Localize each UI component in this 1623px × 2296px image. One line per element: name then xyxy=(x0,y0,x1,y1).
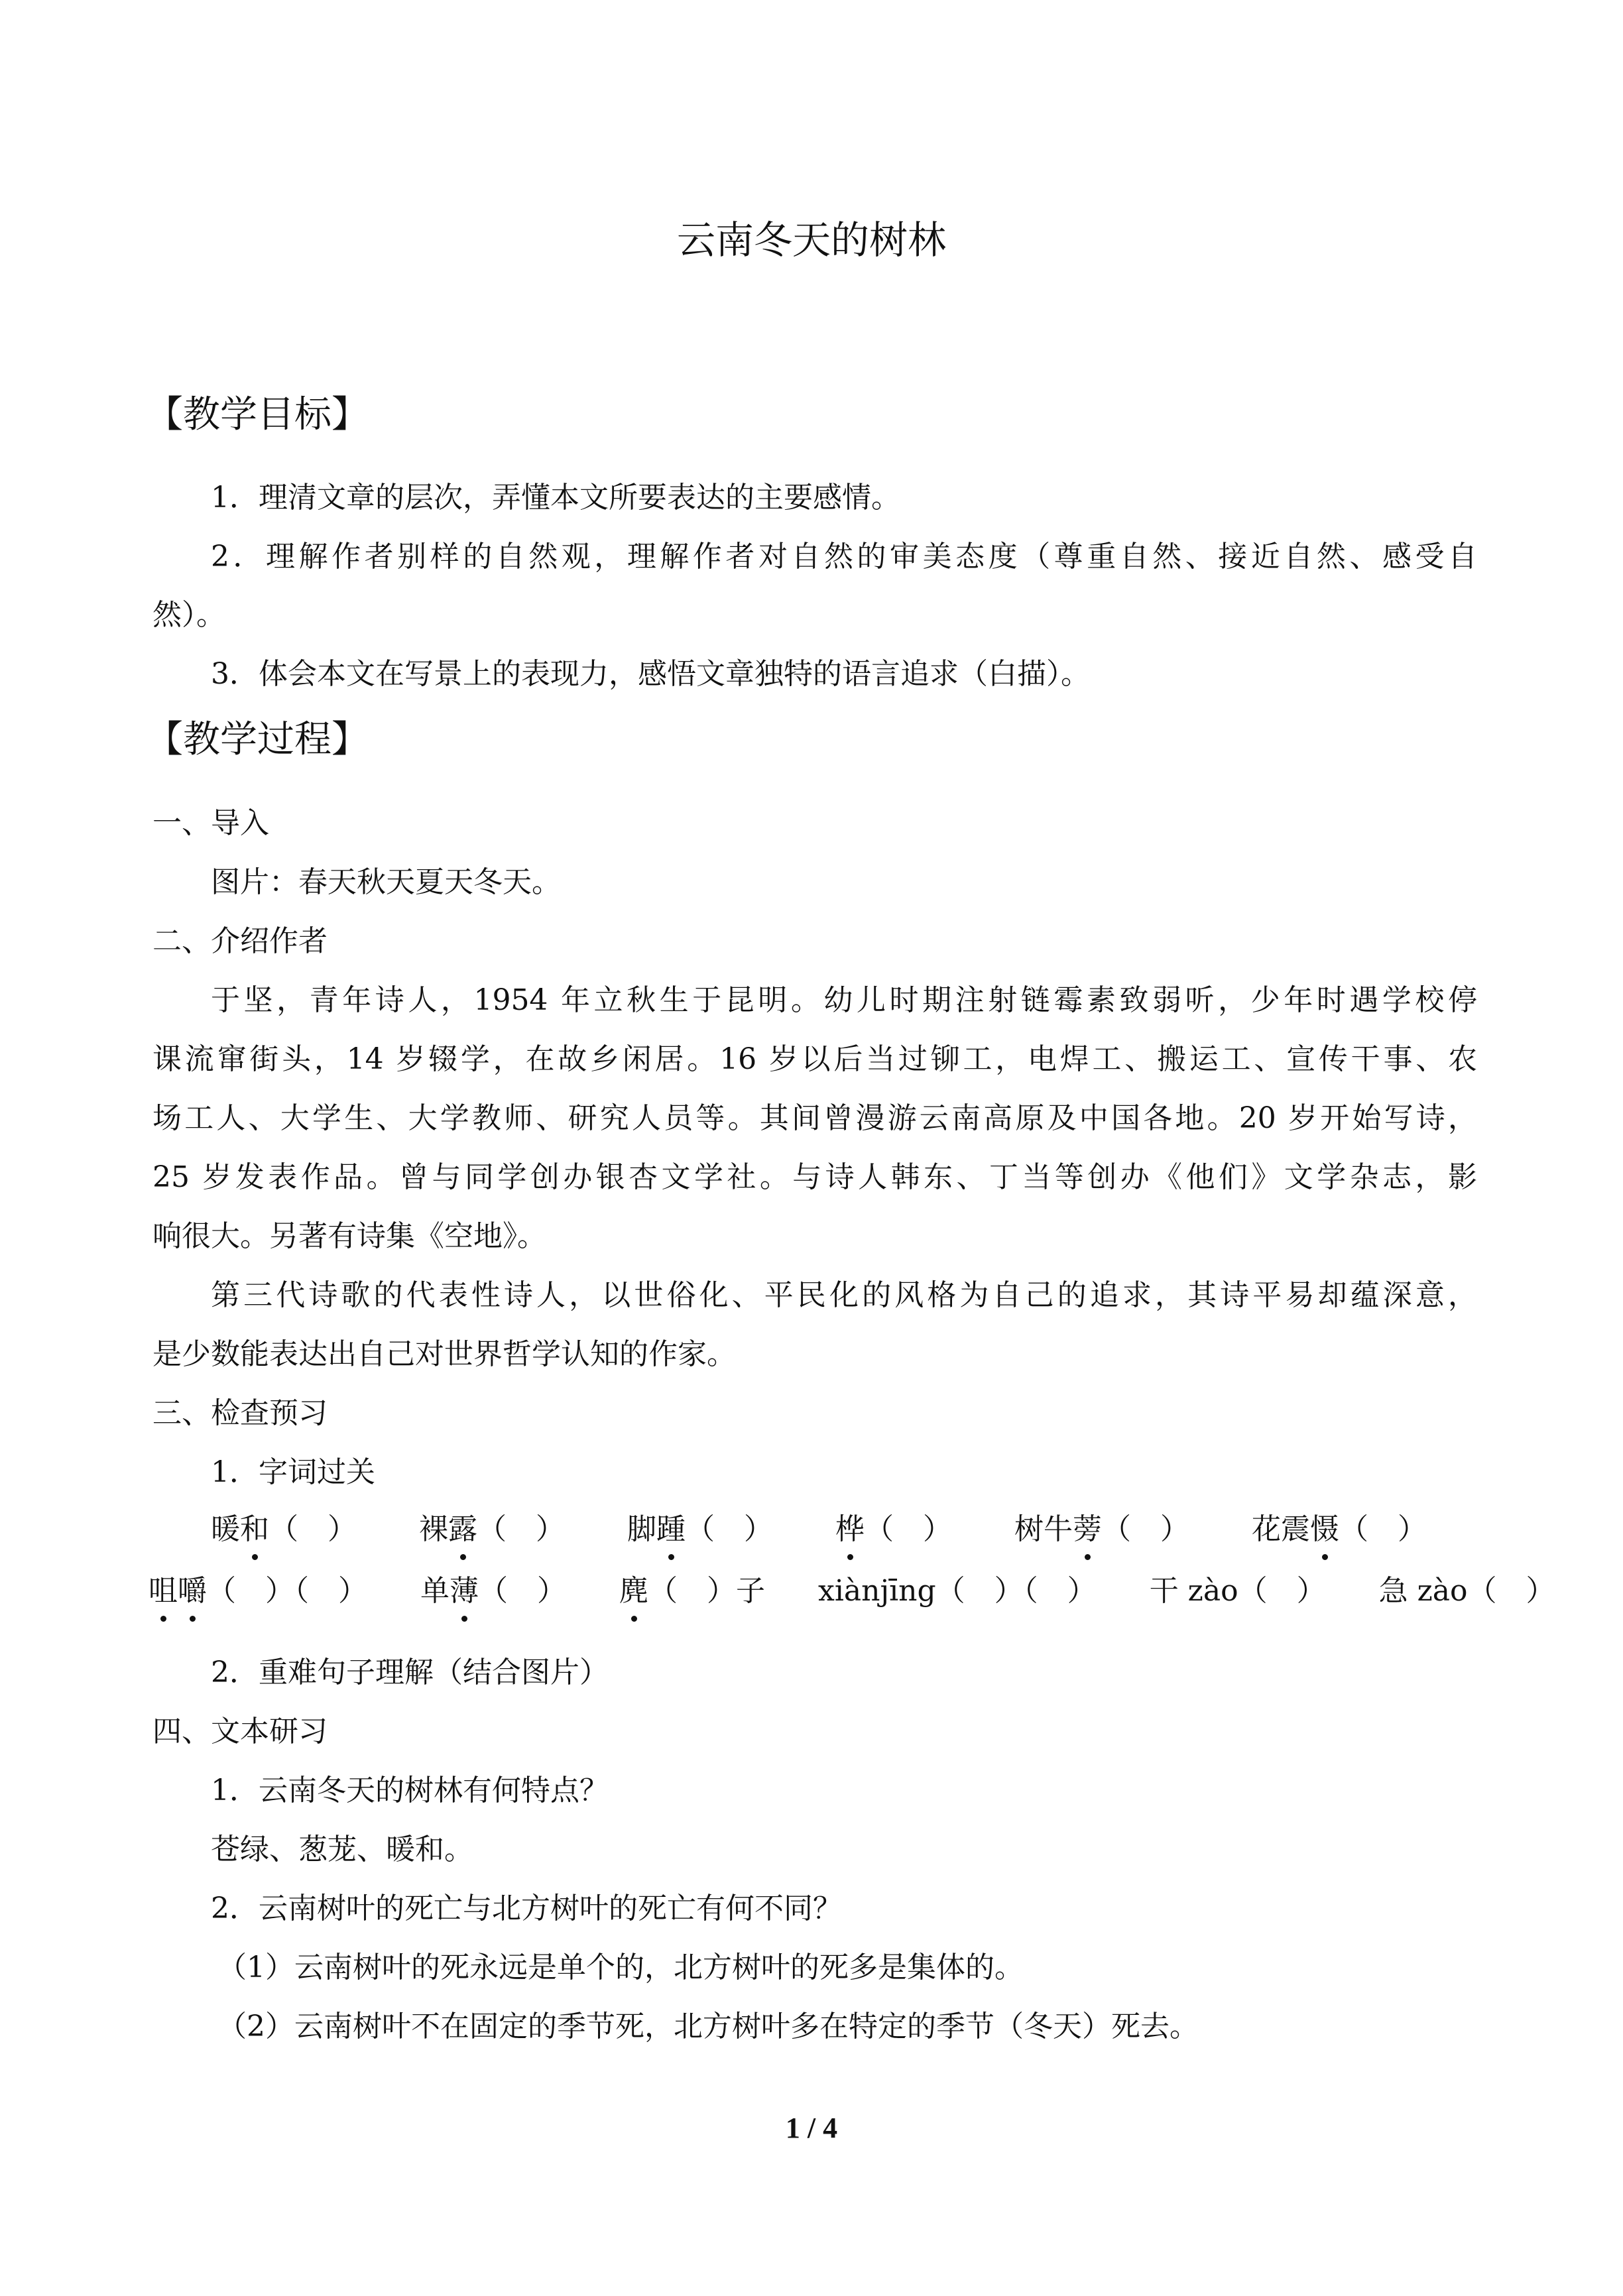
part-1-heading: 一、导入 xyxy=(152,806,269,840)
answer-2-1: （1）云南树叶的死永远是单个的，北方树叶的死多是集体的。 xyxy=(217,1951,1024,1984)
vocab-item: 树牛蒡（ ） xyxy=(1014,1512,1189,1546)
vocab-subheading: 1．字词过关 xyxy=(211,1455,375,1489)
goal-3: 3．体会本文在写景上的表现力，感悟文章独特的语言追求（白描）。 xyxy=(211,657,1090,691)
page-number: 1 / 4 xyxy=(785,2112,838,2144)
vocab-item: 花震慑（ ） xyxy=(1252,1512,1427,1546)
sentence-subheading: 2．重难句子理解（结合图片） xyxy=(211,1656,609,1689)
vocab-item: 单薄（ ） xyxy=(420,1574,566,1608)
author-bio-line-4: 25 岁发表作品。曾与同学创办银杏文学社。与诗人韩东、丁当等创办《他们》文学杂志，影 xyxy=(152,1160,1477,1194)
part-3-heading: 三、检查预习 xyxy=(152,1396,328,1430)
vocab-item: 脚踵（ ） xyxy=(627,1512,773,1546)
section-heading-process: 【教学过程】 xyxy=(146,718,369,761)
goal-2-line-2: 然）。 xyxy=(152,598,225,632)
vocab-item: 麂（ ）子 xyxy=(619,1574,765,1608)
author-bio-line-5: 响很大。另著有诗集《空地》。 xyxy=(152,1219,546,1253)
vocab-item: 干 zào（ ） xyxy=(1149,1574,1326,1608)
vocab-row-1 xyxy=(211,1510,1427,1549)
section-heading-goals: 【教学目标】 xyxy=(146,393,369,436)
vocab-row-2 xyxy=(149,1571,1555,1611)
part-4-heading: 四、文本研习 xyxy=(152,1715,328,1748)
vocab-item: 咀嚼（ ）（ ） xyxy=(149,1574,367,1608)
vocab-item: 暖和（ ） xyxy=(211,1512,357,1546)
question-2: 2．云南树叶的死亡与北方树叶的死亡有何不同？ xyxy=(211,1892,842,1925)
author-style-line-1: 第三代诗歌的代表性诗人，以世俗化、平民化的风格为自己的追求，其诗平易却蕴深意， xyxy=(211,1278,1477,1312)
vocab-item: 桦（ ） xyxy=(835,1512,952,1546)
part-2-heading: 二、介绍作者 xyxy=(152,924,328,958)
goal-2-line-1: 2．理解作者别样的自然观，理解作者对自然的审美态度（尊重自然、接近自然、感受自 xyxy=(211,540,1477,574)
answer-1: 苍绿、葱茏、暖和。 xyxy=(211,1833,473,1866)
author-bio-line-3: 场工人、大学生、大学教师、研究人员等。其间曾漫游云南高原及中国各地。20 岁开始写诗， xyxy=(152,1101,1477,1135)
part-1-text: 图片：春天秋天夏天冬天。 xyxy=(211,865,561,899)
answer-2-2: （2）云南树叶不在固定的季节死，北方树叶多在特定的季节（冬天）死去。 xyxy=(217,2010,1199,2043)
vocab-item: 裸露（ ） xyxy=(419,1512,565,1546)
author-style-line-2: 是少数能表达出自己对世界哲学认知的作家。 xyxy=(152,1337,736,1371)
question-1: 1．云南冬天的树林有何特点？ xyxy=(211,1774,609,1807)
page-title: 云南冬天的树林 xyxy=(676,217,946,263)
goal-1: 1．理清文章的层次，弄懂本文所要表达的主要感情。 xyxy=(211,481,900,514)
author-bio-line-1: 于坚，青年诗人，1954 年立秋生于昆明。幼儿时期注射链霉素致弱听，少年时遇学校停 xyxy=(211,983,1477,1017)
vocab-item: 急 zào（ ） xyxy=(1378,1574,1555,1608)
author-bio-line-2: 课流窜街头，14 岁辍学，在故乡闲居。16 岁以后当过铆工，电焊工、搬运工、宣传干事、农 xyxy=(152,1042,1477,1076)
vocab-item: xiànjīng（ ）（ ） xyxy=(818,1574,1097,1608)
